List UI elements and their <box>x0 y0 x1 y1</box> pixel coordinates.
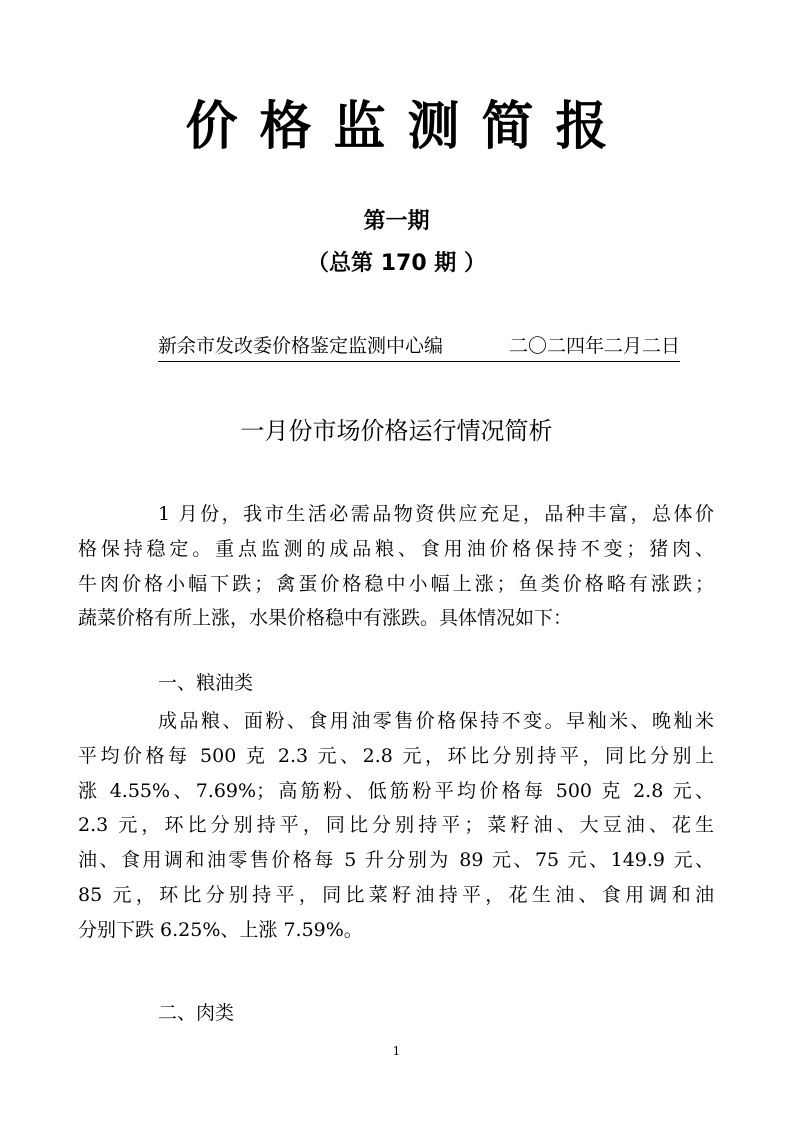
article-title: 一月份市场价格运行情况简析 <box>240 417 553 445</box>
grain-oil-paragraph <box>78 704 714 948</box>
paragraph-line: 分别下跌 6.25%、上涨 7.59%。 <box>78 918 363 941</box>
report-title: 价格监测简报 <box>185 96 630 157</box>
publisher-line <box>158 332 680 362</box>
paragraph-line: 牛肉价格小幅下跌；禽蛋价格稳中小幅上涨；鱼类价格略有涨跌； <box>78 572 714 595</box>
publisher-name: 新余市发改委价格鉴定监测中心编 <box>158 335 444 357</box>
paragraph-line: 85 元，环比分别持平，同比菜籽油持平，花生油、食用调和油 <box>78 883 714 906</box>
paragraph-line: 油、食用调和油零售价格每 5 升分别为 89 元、75 元、149.9 元、 <box>78 849 714 872</box>
paragraph-line: 蔬菜价格有所上涨，水果价格稳中有涨跌。具体情况如下： <box>78 607 573 630</box>
section-heading-grain-oil: 一、粮油类 <box>158 672 254 694</box>
paragraph-line: 2.3 元，环比分别持平，同比分别持平；菜籽油、大豆油、花生 <box>78 814 714 837</box>
intro-paragraph <box>78 497 714 636</box>
issue-total-number: （总第 170 期 ） <box>307 251 486 276</box>
paragraph-line: 格保持稳定。重点监测的成品粮、食用油价格保持不变；猪肉、 <box>78 537 714 560</box>
paragraph-line: 涨 4.55%、7.69%；高筋粉、低筋粉平均价格每 500 克 2.8 元、 <box>78 779 714 802</box>
paragraph-line: 平均价格每 500 克 2.3 元、2.8 元，环比分别持平，同比分别上 <box>78 744 714 767</box>
paragraph-line: 1 月份，我市生活必需品物资供应充足，品种丰富，总体价 <box>158 503 714 525</box>
section-heading-meat: 二、肉类 <box>158 1002 235 1024</box>
issue-number: 第一期 <box>363 209 430 234</box>
publish-date: 二〇二四年二月二日 <box>508 335 680 357</box>
paragraph-line: 成品粮、面粉、食用油零售价格保持不变。早籼米、晚籼米 <box>158 710 714 732</box>
page-number: 1 <box>392 1044 401 1058</box>
